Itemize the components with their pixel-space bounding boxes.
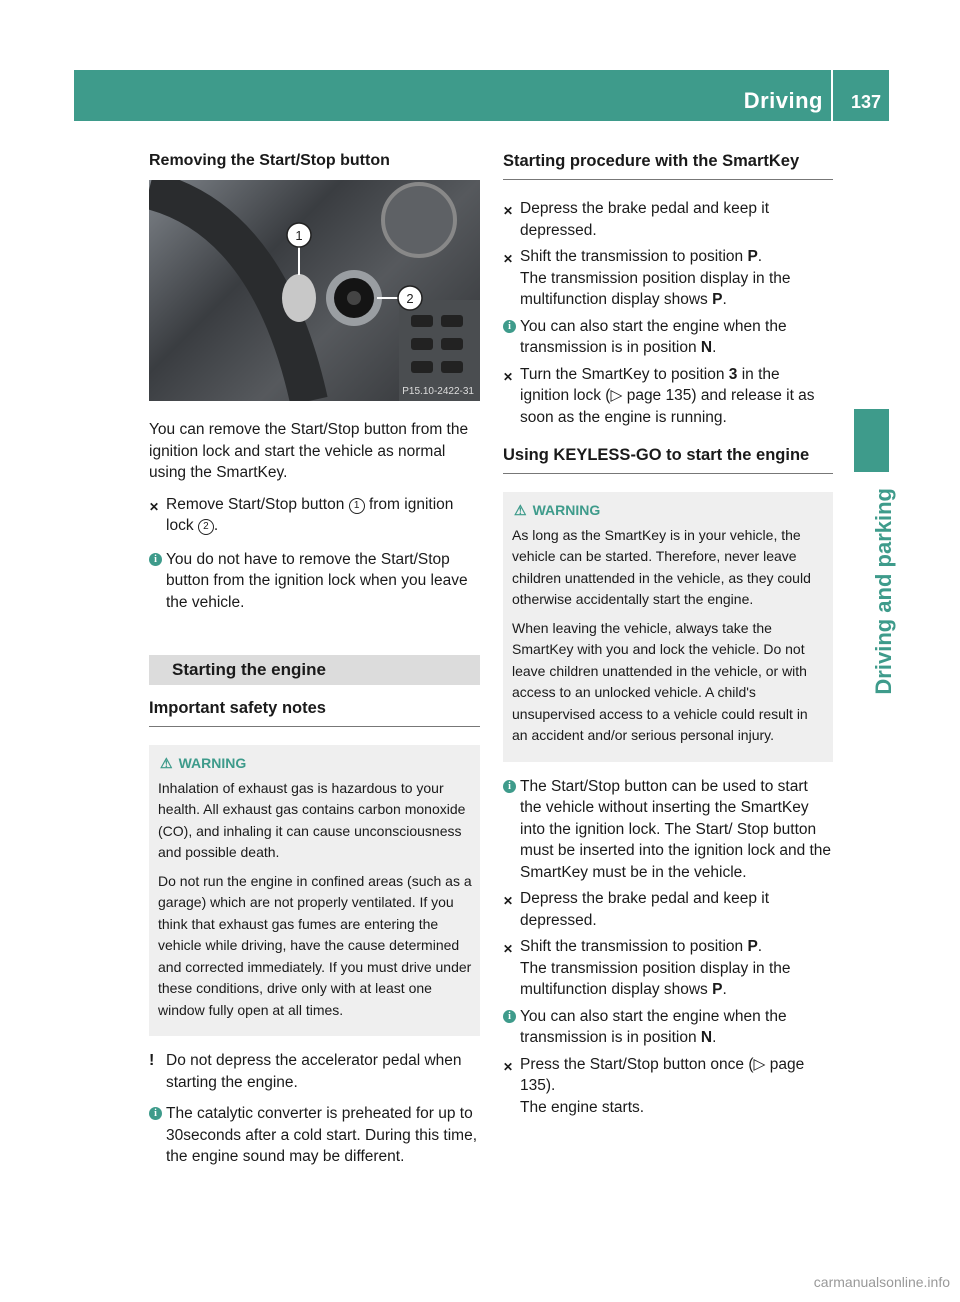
period: . bbox=[722, 981, 727, 998]
callout-2: 2 bbox=[198, 519, 214, 535]
keyless-info-text: The Start/Stop button can be used to start the vehicle without inserting the SmartKey into the ignition lock. The Start/ Stop button must be inserted into the ignition lock and the SmartKey must be in the vehicle. bbox=[520, 777, 832, 881]
remove-step-mid: from ignition lock bbox=[166, 495, 454, 534]
remove-step bbox=[149, 494, 480, 537]
step-press-text: Press the Start/Stop button once ( bbox=[520, 1055, 754, 1073]
position-n: N bbox=[700, 1029, 713, 1046]
period: . bbox=[757, 938, 763, 955]
info-position-n bbox=[503, 316, 833, 359]
warning-title bbox=[514, 500, 826, 522]
period: . bbox=[722, 291, 727, 308]
ignition-lock-illustration bbox=[149, 180, 480, 401]
step-x-icon: ✕ bbox=[149, 499, 160, 514]
photo-code: P15.10-2422-31 bbox=[402, 386, 474, 397]
remove-info-text: You do not have to remove the Start/Stop button from the ignition lock when you leave the vehicle. bbox=[166, 550, 468, 611]
page-ref-arrow-icon: ▷ bbox=[610, 387, 623, 404]
info-position-n-2 bbox=[503, 1006, 833, 1049]
position-n: N bbox=[700, 339, 713, 356]
step-x-icon: ✕ bbox=[503, 204, 514, 218]
caution-text: Do not depress the accelerator pedal when starting the engine. bbox=[166, 1052, 462, 1091]
info-icon: i bbox=[503, 320, 516, 333]
remove-info bbox=[149, 549, 480, 614]
step-shift-result bbox=[520, 268, 833, 311]
position-p: P bbox=[712, 981, 723, 998]
warning-box-children bbox=[503, 492, 833, 762]
keyless-title: Using KEYLESS-GO to start the engine bbox=[503, 446, 833, 474]
warning-title-text: WARNING bbox=[532, 502, 601, 518]
site-watermark: carmanualsonline.info bbox=[813, 1274, 950, 1290]
warning-box-exhaust bbox=[149, 745, 480, 1036]
step-press-suffix[interactable]: page 135). bbox=[520, 1055, 805, 1094]
caution-note bbox=[149, 1050, 480, 1093]
warning-text: Inhalation of exhaust gas is hazardous to your health. All exhaust gas contains carbon monoxide (CO), and inhaling it can cause unconsciousness and possible death. bbox=[158, 779, 466, 860]
remove-step-text: Remove Start/Stop button bbox=[166, 495, 349, 513]
warning-title-text: WARNING bbox=[178, 755, 247, 771]
catalytic-info bbox=[149, 1103, 480, 1168]
step-shift-2 bbox=[503, 936, 833, 1001]
ignition-lock-photo bbox=[149, 180, 480, 401]
caution-icon: ! bbox=[149, 1052, 155, 1069]
section-title: Driving bbox=[743, 88, 823, 113]
step-x-icon: ✕ bbox=[503, 369, 514, 384]
warning-triangle-icon: ⚠ bbox=[160, 755, 173, 771]
step-press-result: The engine starts. bbox=[520, 1098, 645, 1116]
svg-text:1: 1 bbox=[295, 228, 303, 243]
step-x-icon: ✕ bbox=[503, 1059, 514, 1074]
warning-text: Do not run the engine in confined areas (such as a garage) which are not properly ventilated. If you think that exhaust gas fumes are entering the vehicle while driving, have the cause determined and corrected immediately. If you must drive under these conditions, drive only with at least one window fully open at all times. bbox=[158, 872, 472, 1018]
info-text: You can also start the engine when the transmission is in position bbox=[520, 1007, 787, 1046]
callout-1: 1 bbox=[349, 498, 365, 514]
step-turn-text: Turn the SmartKey to position bbox=[520, 365, 729, 383]
step-shift-text: Shift the transmission to position bbox=[520, 248, 748, 265]
remove-step-suffix: . bbox=[213, 517, 219, 534]
step-shift bbox=[503, 246, 833, 311]
warning-title bbox=[160, 753, 473, 775]
step-x-icon: ✕ bbox=[503, 252, 514, 266]
warning-text: As long as the SmartKey is in your vehicle, the vehicle can be started. Therefore, never leave children unattended in the vehicle, as they could otherwise accidentally start the engine. bbox=[512, 526, 811, 607]
step-shift-text: Shift the transmission to position bbox=[520, 938, 748, 955]
period: . bbox=[757, 248, 763, 265]
info-icon: i bbox=[149, 1107, 162, 1120]
position-p: P bbox=[747, 938, 758, 955]
warning-text: When leaving the vehicle, always take the SmartKey with you and lock the vehicle. Do not leave children unattended in the vehicle, or with access to an unlocked vehicle. A child's unsupervised access to a vehicle could result in an accident and/or serious personal injury. bbox=[512, 619, 808, 743]
info-text: You can also start the engine when the transmission is in position bbox=[520, 317, 787, 356]
step-brake-text: Depress the brake pedal and keep it depressed. bbox=[520, 200, 770, 239]
position-p: P bbox=[712, 291, 723, 308]
info-icon: i bbox=[503, 1010, 516, 1023]
step-x-icon: ✕ bbox=[503, 942, 514, 956]
period: . bbox=[712, 339, 717, 356]
warning-triangle-icon: ⚠ bbox=[514, 502, 527, 518]
chapter-tab bbox=[854, 409, 889, 472]
step-turn-suffix[interactable]: page 135) and release it as soon as the engine is running. bbox=[520, 387, 815, 426]
period: . bbox=[712, 1029, 717, 1046]
result-text: The transmission position display in the multifunction display shows bbox=[520, 269, 791, 308]
step-brake-text: Depress the brake pedal and keep it depressed. bbox=[520, 890, 770, 929]
header-divider bbox=[831, 70, 833, 121]
starting-engine-title: Starting the engine bbox=[149, 655, 480, 685]
page-number: 137 bbox=[850, 92, 881, 112]
keyless-info bbox=[503, 776, 833, 884]
position-p: P bbox=[747, 248, 758, 265]
position-3: 3 bbox=[728, 365, 738, 383]
catalytic-info-text: The catalytic converter is preheated for up to 30seconds after a cold start. During this time, the engine sound may be different. bbox=[166, 1105, 478, 1165]
step-brake-2 bbox=[503, 888, 833, 931]
step-x-icon: ✕ bbox=[503, 894, 514, 908]
svg-text:2: 2 bbox=[406, 291, 414, 306]
info-icon: i bbox=[503, 780, 516, 793]
right-column bbox=[503, 152, 833, 1123]
step-press bbox=[503, 1054, 833, 1119]
left-column bbox=[149, 152, 480, 1173]
step-turn-mid: in the ignition lock ( bbox=[520, 365, 780, 404]
header-bar bbox=[74, 70, 889, 121]
chapter-label: Driving and parking bbox=[871, 488, 896, 695]
removing-title: Removing the Start/Stop button bbox=[149, 152, 390, 169]
step-shift-result bbox=[520, 958, 833, 1001]
info-icon: i bbox=[149, 553, 162, 566]
step-brake bbox=[503, 198, 833, 241]
smartkey-title: Starting procedure with the SmartKey bbox=[503, 152, 833, 180]
step-turn bbox=[503, 364, 833, 429]
safety-notes-title: Important safety notes bbox=[149, 699, 480, 727]
page-ref-arrow-icon: ▷ bbox=[753, 1055, 766, 1073]
removing-text: You can remove the Start/Stop button from the ignition lock and start the vehicle as normal using the SmartKey. bbox=[149, 421, 469, 481]
result-text: The transmission position display in the multifunction display shows bbox=[520, 959, 791, 998]
